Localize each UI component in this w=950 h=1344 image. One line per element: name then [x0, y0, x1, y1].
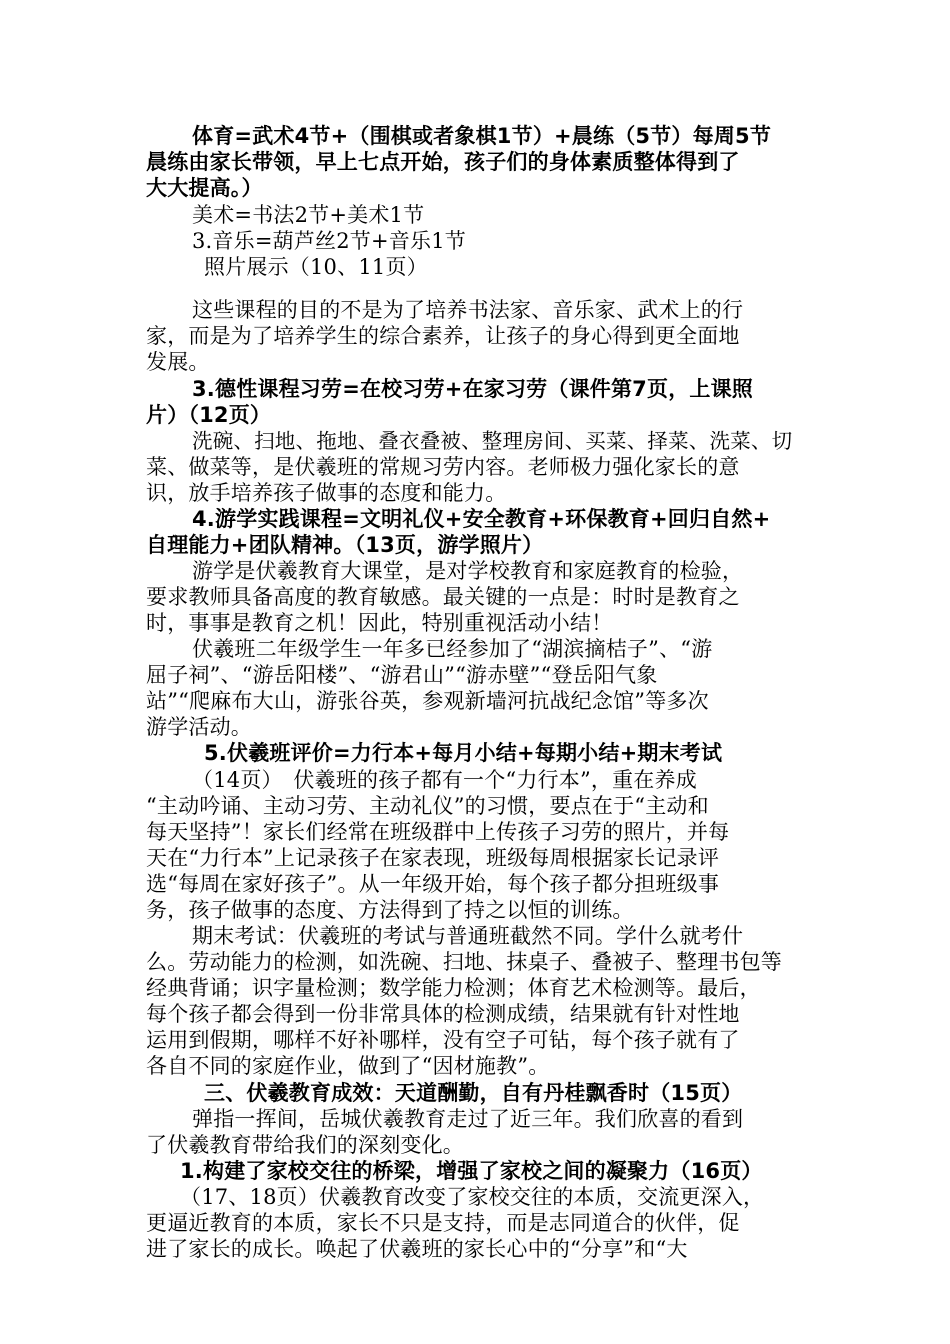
- paragraph-line: 每天坚持”！家长们经常在班级群中上传孩子习劳的照片，并每: [146, 820, 730, 844]
- paragraph-line: 识，放手培养孩子做事的态度和能力。: [146, 481, 507, 505]
- paragraph-line: 发展。: [146, 350, 210, 374]
- paragraph-line: 游学是伏羲教育大课堂，是对学校教育和家庭教育的检验，: [192, 559, 744, 583]
- paragraph-line: 3.音乐=葫芦丝2节+音乐1节: [192, 229, 466, 253]
- heading-line: 片）（12页）: [146, 403, 272, 427]
- paragraph-line: 家，而是为了培养学生的综合素养，让孩子的身心得到更全面地: [146, 324, 740, 348]
- paragraph-line: 弹指一挥间，岳城伏羲教育走过了近三年。我们欣喜的看到: [192, 1107, 744, 1131]
- paragraph-line: 每个孩子都会得到一份非常具体的检测成绩，结果就有针对性地: [146, 1002, 740, 1026]
- paragraph-line: 美术=书法2节+美术1节: [192, 203, 425, 227]
- heading-line: 体育=武术4节+（围棋或者象棋1节）+晨练（5节）每周5节: [192, 124, 772, 148]
- heading-line: 5.伏羲班评价=力行本+每月小结+每期小结+期末考试: [204, 741, 723, 765]
- paragraph-line: 时，事事是教育之机！因此，特别重视活动小结！: [146, 611, 613, 635]
- paragraph-line: （17、18页）伏羲教育改变了家校交往的本质，交流更深入，: [180, 1185, 765, 1209]
- paragraph-line: 天在“力行本”上记录孩子在家表现，班级每周根据家长记录评: [146, 846, 720, 870]
- heading-line: 三、伏羲教育成效：天道酬勤，自有丹桂飘香时（15页）: [204, 1081, 743, 1105]
- paragraph-line: 游学活动。: [146, 715, 252, 739]
- paragraph-line: 照片展示（10、11页）: [204, 255, 428, 279]
- paragraph-line: 站”“爬麻布大山，游张谷英，参观新墙河抗战纪念馆”等多次: [146, 689, 709, 713]
- paragraph-line: 菜、做菜等，是伏羲班的常规习劳内容。老师极力强化家长的意: [146, 455, 740, 479]
- heading-line: 自理能力+团队精神。（13页，游学照片）: [146, 533, 544, 557]
- heading-line: 4.游学实践课程=文明礼仪+安全教育+环保教育+回归自然+: [192, 507, 771, 531]
- paragraph-line: 选“每周在家好孩子”。从一年级开始，每个孩子都分担班级事: [146, 872, 720, 896]
- paragraph-line: 屈子祠”、“游岳阳楼”、“游君山”“游赤壁”“登岳阳气象: [146, 663, 658, 687]
- paragraph-line: 这些课程的目的不是为了培养书法家、音乐家、武术上的行: [192, 298, 744, 322]
- paragraph-line: 了伏羲教育带给我们的深刻变化。: [146, 1133, 464, 1157]
- paragraph-line: 务，孩子做事的态度、方法得到了持之以恒的训练。: [146, 898, 634, 922]
- paragraph-line: 伏羲班二年级学生一年多已经参加了“湖滨摘桔子”、“游: [192, 637, 713, 661]
- paragraph-line: 经典背诵；识字量检测；数学能力检测；体育艺术检测等。最后，: [146, 976, 761, 1000]
- paragraph-line: 洗碗、扫地、拖地、叠衣叠被、整理房间、买菜、择菜、洗菜、切: [192, 429, 793, 453]
- paragraph-line: （14页） 伏羲班的孩子都有一个“力行本”，重在养成: [192, 768, 697, 792]
- paragraph-line: 运用到假期，哪样不好补哪样，没有空子可钻，每个孩子就有了: [146, 1028, 740, 1052]
- paragraph-line: 要求教师具备高度的教育敏感。最关键的一点是：时时是教育之: [146, 585, 740, 609]
- paragraph-line: 各自不同的家庭作业，做到了“因材施教”。: [146, 1054, 550, 1078]
- heading-line: 1.构建了家校交往的桥梁，增强了家校之间的凝聚力（16页）: [180, 1159, 763, 1183]
- paragraph-line: 更逼近教育的本质，家长不只是支持，而是志同道合的伙伴，促: [146, 1211, 740, 1235]
- paragraph-line: 期末考试：伏羲班的考试与普通班截然不同。学什么就考什: [192, 924, 744, 948]
- paragraph-line: 么。劳动能力的检测，如洗碗、扫地、抹桌子、叠被子、整理书包等: [146, 950, 782, 974]
- paragraph-line: 进了家长的成长。唤起了伏羲班的家长心中的“分享”和“大: [146, 1237, 688, 1261]
- heading-line: 3.德性课程习劳=在校习劳+在家习劳（课件第7页，上课照: [192, 377, 753, 401]
- heading-line: 晨练由家长带领，早上七点开始，孩子们的身体素质整体得到了: [146, 150, 740, 174]
- paragraph-line: “主动吟诵、主动习劳、主动礼仪”的习惯，要点在于“主动和: [146, 794, 709, 818]
- heading-line: 大大提高。）: [146, 176, 263, 200]
